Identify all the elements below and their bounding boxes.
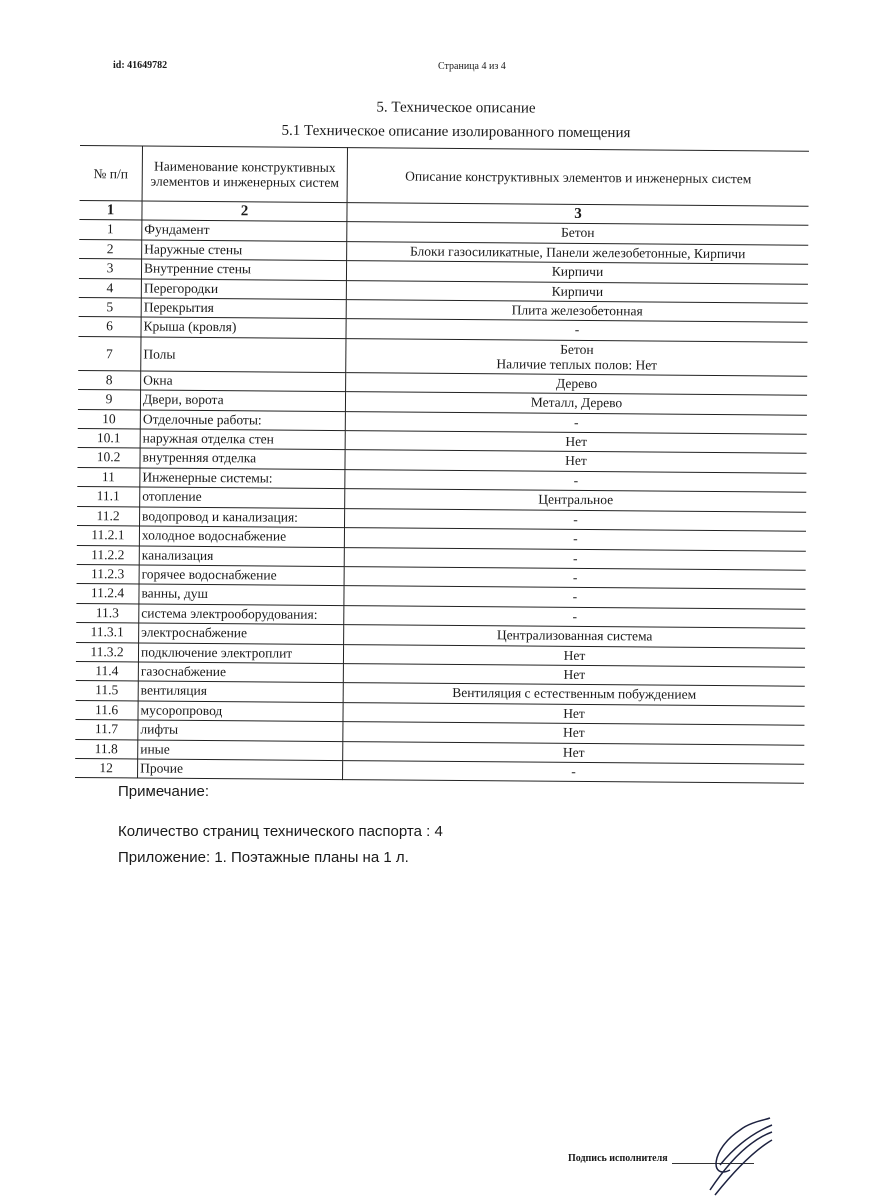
element-description: -	[344, 547, 806, 570]
element-name: Инженерные системы:	[140, 468, 345, 489]
element-description: Бетон	[347, 222, 809, 245]
row-number: 3	[79, 259, 142, 279]
row-number: 12	[75, 758, 138, 778]
element-description: -	[345, 508, 807, 531]
element-description: Нет	[343, 664, 805, 687]
element-description: Кирпичи	[346, 280, 808, 303]
appendix-note: Приложение: 1. Поэтажные планы на 1 л.	[118, 849, 409, 866]
element-name: наружная отделка стен	[140, 429, 345, 450]
technical-description-table	[75, 145, 809, 784]
element-name: ванны, душ	[139, 584, 344, 605]
element-name: лифты	[138, 720, 343, 741]
handwritten-signature	[690, 1110, 780, 1200]
column-number: 1	[79, 200, 142, 220]
element-name: Двери, ворота	[140, 390, 345, 411]
row-number: 10	[78, 409, 141, 429]
row-number: 11	[77, 467, 140, 487]
row-number: 11.7	[75, 720, 138, 740]
table-row	[78, 336, 807, 376]
header-element-name: Наименование конструктивных элементов и инженерных систем	[142, 146, 347, 203]
element-description: -	[346, 319, 808, 342]
element-description: -	[344, 586, 806, 609]
element-description: Нет	[343, 722, 805, 745]
row-number: 11.1	[77, 487, 140, 507]
column-number: 2	[142, 201, 347, 222]
header-description: Описание конструктивных элементов и инженерных систем	[347, 148, 809, 207]
row-number: 11.3	[76, 603, 139, 623]
element-name: газоснабжение	[138, 662, 343, 683]
row-number: 11.2.2	[77, 545, 140, 565]
element-description: Блоки газосиликатные, Панели железобетонные, Кирпичи	[347, 241, 809, 264]
column-number: 3	[347, 203, 809, 226]
element-name: Крыша (кровля)	[141, 317, 346, 338]
element-description: -	[345, 469, 807, 492]
element-name: водопровод и канализация:	[140, 507, 345, 528]
row-number: 1	[79, 220, 142, 240]
header-number: № п/п	[80, 145, 143, 200]
element-description: Нет	[343, 644, 805, 667]
row-number: 11.6	[75, 700, 138, 720]
row-number: 6	[78, 317, 141, 337]
row-number: 11.8	[75, 739, 138, 759]
row-number: 5	[79, 298, 142, 318]
element-name: Окна	[141, 371, 346, 392]
element-description: Металл, Дерево	[345, 392, 807, 415]
row-number: 10.2	[77, 448, 140, 468]
section-title: 5. Техническое описание	[376, 99, 536, 117]
element-description: Плита железобетонная	[346, 300, 808, 323]
document-id: id: 41649782	[113, 60, 168, 71]
row-number: 11.3.1	[76, 623, 139, 643]
element-description: Бетон Наличие теплых полов: Нет	[346, 338, 808, 376]
element-name: иные	[138, 740, 343, 761]
element-description: -	[344, 528, 806, 551]
table-header-row	[80, 145, 809, 206]
element-name: мусоропровод	[138, 701, 343, 722]
row-number: 10.1	[78, 429, 141, 449]
row-number: 11.2	[77, 506, 140, 526]
row-number: 9	[78, 390, 141, 410]
element-description: -	[345, 411, 807, 434]
element-description: Кирпичи	[346, 261, 808, 284]
section-subtitle: 5.1 Техническое описание изолированного помещения	[281, 122, 631, 142]
element-name: электроснабжение	[139, 623, 344, 644]
element-description: -	[343, 761, 805, 784]
row-number: 8	[78, 370, 141, 390]
element-name: Отделочные работы:	[140, 410, 345, 431]
element-description: -	[344, 605, 806, 628]
element-name: вентиляция	[138, 681, 343, 702]
element-name: Перекрытия	[141, 298, 346, 319]
element-name: Наружные стены	[142, 240, 347, 261]
element-name: система электрооборудования:	[139, 604, 344, 625]
row-number: 11.2.4	[76, 584, 139, 604]
row-number: 11.3.2	[76, 642, 139, 662]
row-number: 11.5	[76, 681, 139, 701]
row-number: 2	[79, 239, 142, 259]
row-number: 7	[78, 336, 141, 370]
row-number: 4	[79, 278, 142, 298]
page-count-note: Количество страниц технического паспорта : 4	[118, 823, 443, 840]
element-description: -	[344, 566, 806, 589]
element-name: Внутренние стены	[141, 259, 346, 280]
element-name: Перегородки	[141, 279, 346, 300]
page-number: Страница 4 из 4	[438, 61, 506, 72]
element-name: Прочие	[138, 759, 343, 780]
element-description: Нет	[343, 702, 805, 725]
element-name: Полы	[141, 337, 346, 373]
element-description: Нет	[345, 431, 807, 454]
element-description: Дерево	[346, 372, 808, 395]
element-description: Нет	[345, 450, 807, 473]
element-description: Центральное	[345, 489, 807, 512]
element-name: канализация	[139, 545, 344, 566]
signature-label: Подпись исполнителя	[568, 1153, 668, 1164]
element-name: отопление	[140, 487, 345, 508]
row-number: 11.2.3	[77, 564, 140, 584]
element-description: Вентиляция с естественным побуждением	[343, 683, 805, 706]
row-number: 11.2.1	[77, 526, 140, 546]
element-description: Нет	[343, 741, 805, 764]
element-name: Фундамент	[142, 220, 347, 241]
element-description: Централизованная система	[344, 625, 806, 648]
element-name: холодное водоснабжение	[139, 526, 344, 547]
element-name: горячее водоснабжение	[139, 565, 344, 586]
element-name: подключение электроплит	[138, 643, 343, 664]
element-name: внутренняя отделка	[140, 448, 345, 469]
note-label: Примечание:	[118, 783, 209, 800]
row-number: 11.4	[76, 661, 139, 681]
